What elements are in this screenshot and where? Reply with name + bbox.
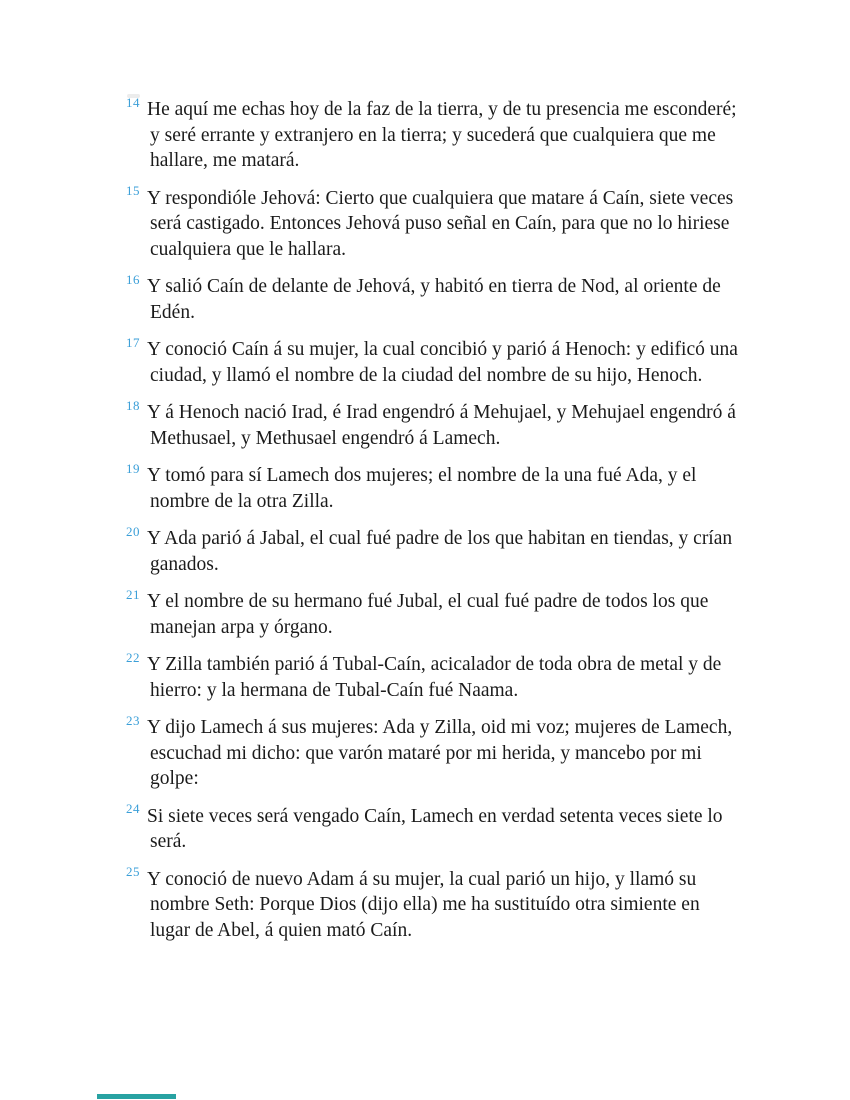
verse [126,183,738,263]
verse-text: Y Ada parió á Jabal, el cual fué padre de los que habitan en tiendas, y crían ganados. [147,528,733,575]
verse-number: 14 [126,94,140,110]
verse [126,801,738,855]
verse-number: 25 [126,864,140,879]
verse-number: 19 [126,460,140,476]
verse-text: Y salió Caín de delante de Jehová, y habitó en tierra de Nod, al oriente de Edén. [147,276,721,323]
verse-text: Y dijo Lamech á sus mujeres: Ada y Zilla, oid mi voz; mujeres de Lamech, escuchad mi dicho: que varón mataré por mi herida, y mancebo por mi golpe: [147,717,733,789]
verse-text: He aquí me echas hoy de la faz de la tierra, y de tu presencia me esconderé; y seré errante y extranjero en la tierra; y sucederá que cualquiera que me hallare, me matará. [147,99,737,171]
verse-text: Y á Henoch nació Irad, é Irad engendró á Mehujael, y Mehujael engendró á Methusael, y Methusael engendró á Lamech. [147,402,736,449]
verse-text: Y conoció de nuevo Adam á su mujer, la cual parió un hijo, y llamó su nombre Seth: Porque Dios (dijo ella) me ha sustituído otra simiente en lugar de Abel, á quien mató Caín. [147,868,700,941]
verse [126,864,738,944]
verse [126,649,738,703]
verse [126,586,738,640]
verse [126,271,738,325]
verse-text: Si siete veces será vengado Caín, Lamech en verdad setenta veces siete lo será. [147,805,723,852]
verse [126,397,738,451]
verse-text: Y Zilla también parió á Tubal-Caín, acicalador de toda obra de metal y de hierro: y la hermana de Tubal-Caín fué Naama. [147,654,722,701]
verse-list [126,94,738,955]
verse-number: 17 [126,334,140,350]
verse-number: 24 [126,801,140,816]
verse [126,523,738,577]
verse [126,712,738,792]
verse [126,334,738,388]
verse-number: 20 [126,523,140,539]
verse-number: 22 [126,649,140,665]
verse-text: Y respondióle Jehová: Cierto que cualquiera que matare á Caín, siete veces será castigado. Entonces Jehová puso señal en Caín, para que no lo hiriese cualquiera que le hallara. [147,187,734,260]
verse [126,94,738,174]
verse-number: 23 [126,712,140,728]
verse-number: 18 [126,397,140,413]
bottom-accent-bar [97,1094,176,1099]
verse-number: 21 [126,586,140,602]
verse-text: Y conoció Caín á su mujer, la cual concibió y parió á Henoch: y edificó una ciudad, y llamó el nombre de la ciudad del nombre de su hijo, Henoch. [147,339,738,386]
verse-text: Y el nombre de su hermano fué Jubal, el cual fué padre de todos los que manejan arpa y órgano. [147,591,709,638]
verse-number: 15 [126,183,140,198]
verse-text: Y tomó para sí Lamech dos mujeres; el nombre de la una fué Ada, y el nombre de la otra Zilla. [147,465,697,512]
verse-number: 16 [126,271,140,287]
verse [126,460,738,514]
